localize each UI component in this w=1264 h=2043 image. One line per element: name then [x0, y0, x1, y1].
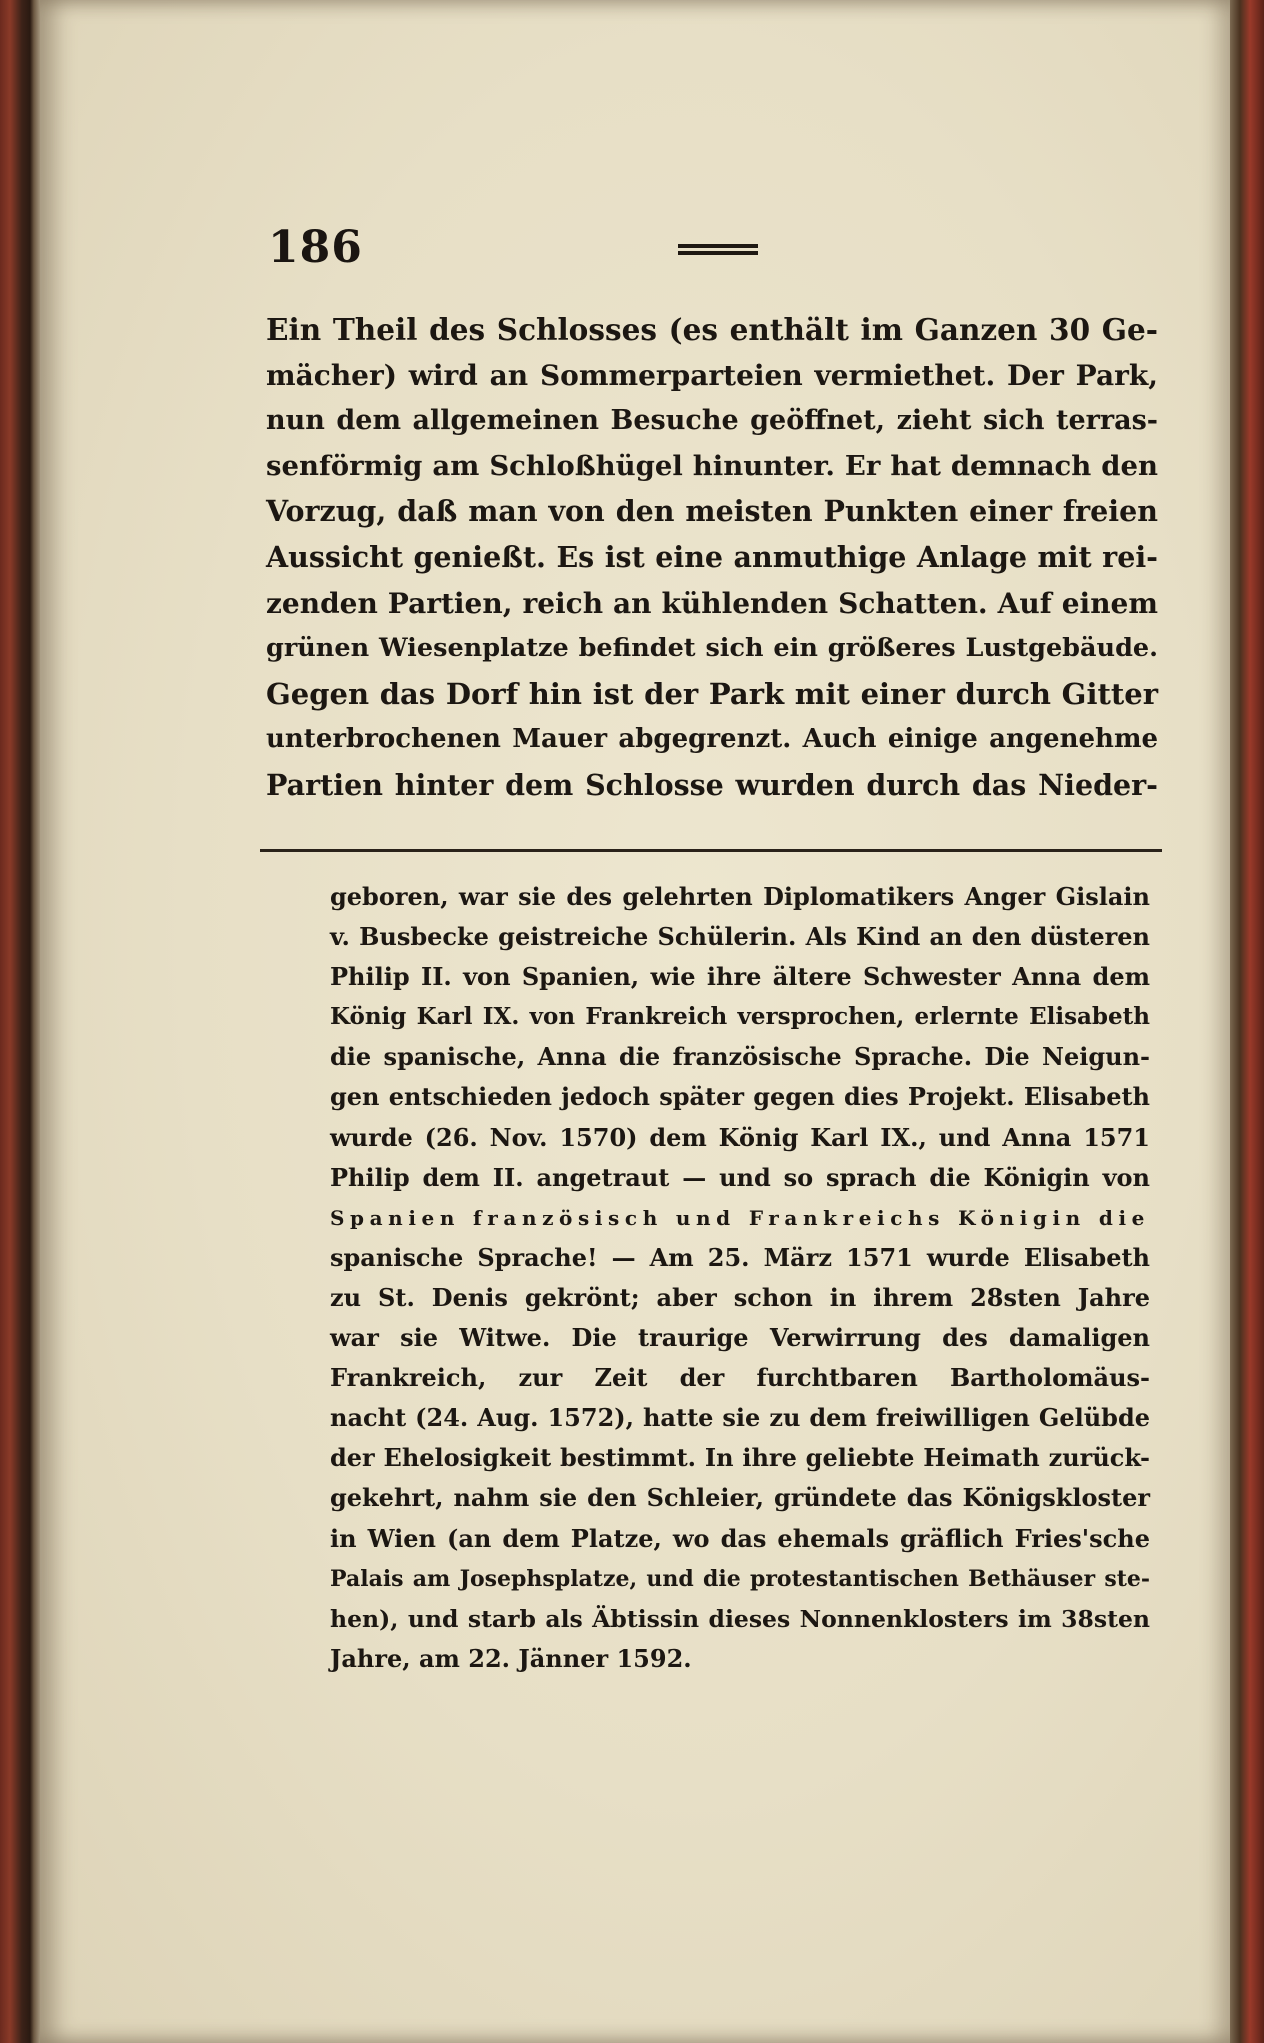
footnote-line: geboren, war sie des gelehrten Diplomatikers Anger Gislain [330, 882, 1150, 911]
header-ornament-rule [678, 244, 758, 258]
footnote-line: in Wien (an dem Platze, wo das ehemals gräflich Fries'sche [330, 1523, 1150, 1553]
footnote-line: Spanien französisch und Frankreichs Königin die [330, 1205, 1150, 1230]
main-text-line: Partien hinter dem Schlosse wurden durch das Nieder- [266, 767, 1158, 802]
main-text-line: Aussicht genießt. Es ist eine anmuthige Anlage mit rei- [266, 539, 1158, 574]
footnote-line: gen entschieden jedoch später gegen dies Projekt. Elisabeth [330, 1082, 1150, 1112]
footnote-line: Philip II. von Spanien, wie ihre ältere Schwester Anna dem [330, 962, 1150, 992]
footnote-line: gekehrt, nahm sie den Schleier, gründete das Königskloster [330, 1483, 1150, 1513]
footnote-line: Frankreich, zur Zeit der furchtbaren Bartholomäus- [330, 1363, 1150, 1393]
footnote-line: v. Busbecke geistreiche Schülerin. Als Kind an den düsteren [330, 922, 1150, 952]
footnote-line: König Karl IX. von Frankreich versprochen, erlernte Elisabeth [330, 1003, 1150, 1031]
main-text-line: mächer) wird an Sommerparteien vermiethet. Der Park, [266, 358, 1158, 392]
page-number: 186 [268, 222, 363, 273]
main-text-block [266, 307, 1158, 809]
footnote-line: zu St. Denis gekrönt; aber schon in ihrem 28sten Jahre [330, 1282, 1150, 1312]
footnote-line: spanische Sprache! — Am 25. März 1571 wurde Elisabeth [330, 1242, 1150, 1272]
main-text-line: Ein Theil des Schlosses (es enthält im Ganzen 30 Ge- [266, 312, 1158, 347]
footnote-line: Jahre, am 22. Jänner 1592. [330, 1643, 692, 1673]
footnote-line: die spanische, Anna die französische Sprache. Die Neigun- [330, 1042, 1150, 1072]
footnote-line: hen), und starb als Äbtissin dieses Nonnenklosters im 38sten [330, 1604, 1150, 1633]
footnote-line: nacht (24. Aug. 1572), hatte sie zu dem freiwilligen Gelübde [330, 1403, 1150, 1433]
footnote-line: wurde (26. Nov. 1570) dem König Karl IX., und Anna 1571 [330, 1122, 1150, 1152]
footnote-line: Philip dem II. angetraut — und so sprach die Königin von [330, 1162, 1150, 1192]
main-text-line: unterbrochenen Mauer abgegrenzt. Auch einige angenehme [266, 724, 1158, 755]
running-head [268, 222, 1168, 282]
footnote-separator-rule [260, 849, 1162, 852]
main-text-line: grünen Wiesenplatze befindet sich ein größeres Lustgebäude. [266, 633, 1158, 664]
footnote-line: Palais am Josephsplatze, und die protestantischen Bethäuser ste- [330, 1565, 1150, 1592]
main-text-line: nun dem allgemeinen Besuche geöffnet, zieht sich terras- [266, 405, 1158, 437]
main-text-line: Vorzug, daß man von den meisten Punkten einer freien [266, 494, 1158, 529]
main-text-line: senförmig am Schloßhügel hinunter. Er hat demnach den [266, 449, 1158, 482]
footnote-block [330, 877, 1150, 1679]
footnote-line: der Ehelosigkeit bestimmt. In ihre geliebte Heimath zurück- [330, 1443, 1150, 1473]
footnote-line: war sie Witwe. Die traurige Verwirrung des damaligen [330, 1323, 1150, 1353]
main-text-line: Gegen das Dorf hin ist der Park mit einer durch Gitter [266, 676, 1158, 711]
main-text-line: zenden Partien, reich an kühlenden Schatten. Auf einem [266, 586, 1158, 620]
